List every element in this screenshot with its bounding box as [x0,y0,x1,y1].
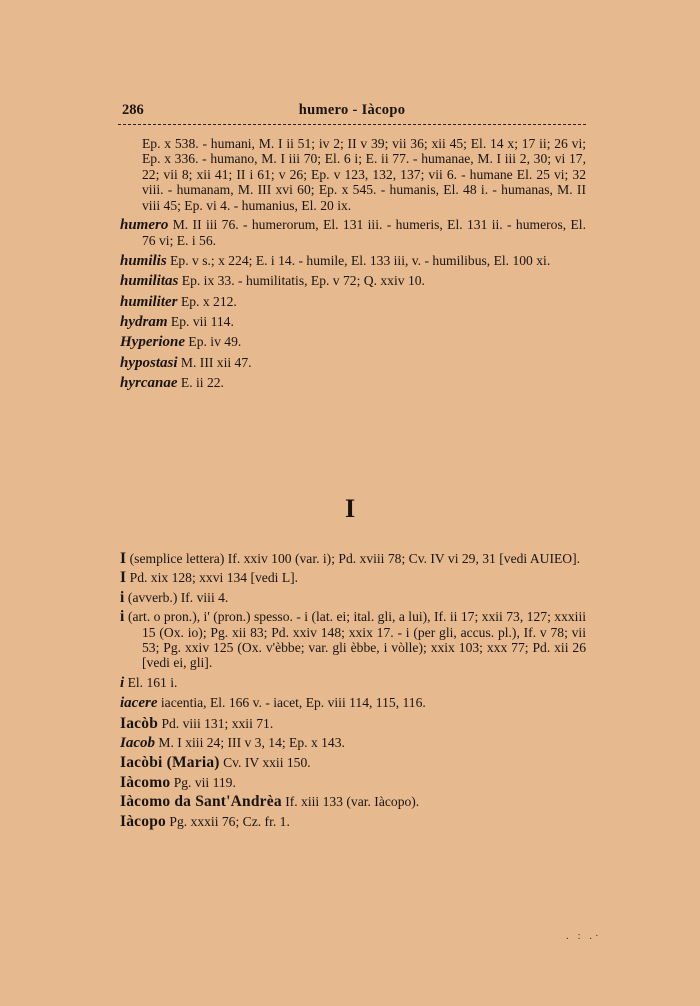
entries-i [120,551,586,833]
entry-text: Ep. vii 114. [170,314,234,330]
dictionary-entry [120,294,586,310]
entry-headword: I [120,550,127,567]
entry-text: Pg. vii 119. [173,774,236,790]
header-rule [118,124,586,125]
entry-headword: I [120,569,127,587]
entry-text: Cv. IV xxii 150. [223,755,311,771]
dictionary-entry [120,570,586,585]
entry-text: Pd. xix 128; xxvi 134 [vedi L]. [129,570,299,586]
entry-headword: Iacòb [120,714,159,732]
running-head: humero - Iàcopo [298,102,406,118]
dictionary-entry [120,695,586,711]
entry-text: Pd. viii 131; xxii 71. [161,715,274,731]
entry-text: Ep. x 538. - humani, M. I ii 51; iv 2; II v 39; vii 36; xii 45; El. 14 x; 17 ii; 26 vi; Ep. x 336. - humano, M. I iii 70; El. 6 i; E. ii 77. - humanae, M. I iii 2, 30; vi 17, 22; vii 8; xii 41; II i 61; v 26; Ep. v 123, 132, 137; vii 6. - humane El. 25 vi; 32 viii. - humanam, M. III xvi 60; Ep. x 545. - humanis, El. 48 i. - humanas, M. II viii 45; Ep. vi 4. - humanius, El. 20 ix. [142,136,586,213]
dictionary-entry [120,755,586,770]
entry-text: M. III xii 47. [180,354,252,370]
dictionary-entry [120,355,586,371]
entry-headword: humilis [120,252,167,269]
scan-speckle: . : .· [566,930,602,942]
entry-text: (avverb.) If. viii 4. [127,589,229,605]
dictionary-entry [120,775,586,790]
dictionary-entry [120,273,586,289]
entry-text: E. ii 22. [180,375,224,391]
entry-headword: i [120,588,125,606]
entries-h [120,136,586,396]
entry-headword: Hyperione [120,334,185,351]
entry-headword: Iàcomo [120,773,171,791]
entry-headword: hypostasi [120,354,178,371]
dictionary-entry [120,334,586,350]
entry-text: Pg. xxxii 76; Cz. fr. 1. [169,813,290,829]
entry-text: Ep. ix 33. - humilitatis, Ep. v 72; Q. xxiv 10. [181,273,425,289]
entry-headword: iacere [120,695,158,712]
dictionary-entry [120,136,586,213]
section-letter: I [344,494,356,523]
entry-text: M. II iii 76. - humerorum, El. 131 iii. - humeris, El. 131 ii. - humeros, El. 76 vi; E. i 56. [142,217,586,249]
entry-text: Ep. v s.; x 224; E. i 14. - humile, El. 133 iii, v. - humilibus, El. 100 xi. [170,252,551,268]
entry-headword: Iacòbi (Maria) [120,754,220,772]
dictionary-entry [120,253,586,269]
entry-headword: Iàcopo [120,812,166,830]
entry-headword: humiliter [120,293,178,310]
entry-headword: hydram [120,314,168,331]
dictionary-entry [120,314,586,330]
entry-text: (semplice lettera) If. xxiv 100 (var. i); Pd. xviii 78; Cv. IV vi 29, 31 [vedi AUIEO]. [129,551,581,566]
dictionary-entry [120,735,586,751]
entry-text: Ep. x 212. [180,293,237,309]
entry-text: If. xiii 133 (var. Iàcopo). [285,794,420,810]
dictionary-entry [120,794,586,809]
dictionary-entry [120,551,586,566]
entry-headword: i [120,674,125,691]
dictionary-entry [120,609,586,671]
dictionary-entry [120,217,586,249]
entry-headword: Iacob [120,735,155,752]
entry-headword: hyrcanae [120,375,178,392]
dictionary-entry [120,716,586,731]
dictionary-entry [120,590,586,605]
page-number: 286 [122,102,144,118]
entry-headword: i [120,608,125,626]
entry-text: (art. o pron.), i' (pron.) spesso. - i (lat. ei; ital. gli, a lui), If. ii 17; xxii 73, 127; xxxiii 15 (Ox. io); Pg. xii 83; Pd. xxiv 148; xxix 17. - i (per gli, accus. pl.), If. v 78; vii 53; Pg. xxiv 125 (Ox. v'èbbe; var. gli èbbe, i vòlle); xxix 103; xxx 77; Pd. xii 26 [vedi ei, gli]. [127,609,586,671]
entry-text: El. 161 i. [127,674,178,690]
entry-text: iacentia, El. 166 v. - iacet, Ep. viii 114, 115, 116. [160,695,426,711]
dictionary-entry [120,814,586,829]
entry-headword: humilitas [120,273,179,290]
entry-headword: Iàcomo da Sant'Andrèa [120,793,282,811]
entry-headword: humero [120,217,169,234]
dictionary-entry [120,375,586,391]
page-header [118,100,586,122]
entry-text: Ep. iv 49. [188,334,242,350]
dictionary-entry [120,675,586,691]
entry-text: M. I xiii 24; III v 3, 14; Ep. x 143. [158,735,345,751]
